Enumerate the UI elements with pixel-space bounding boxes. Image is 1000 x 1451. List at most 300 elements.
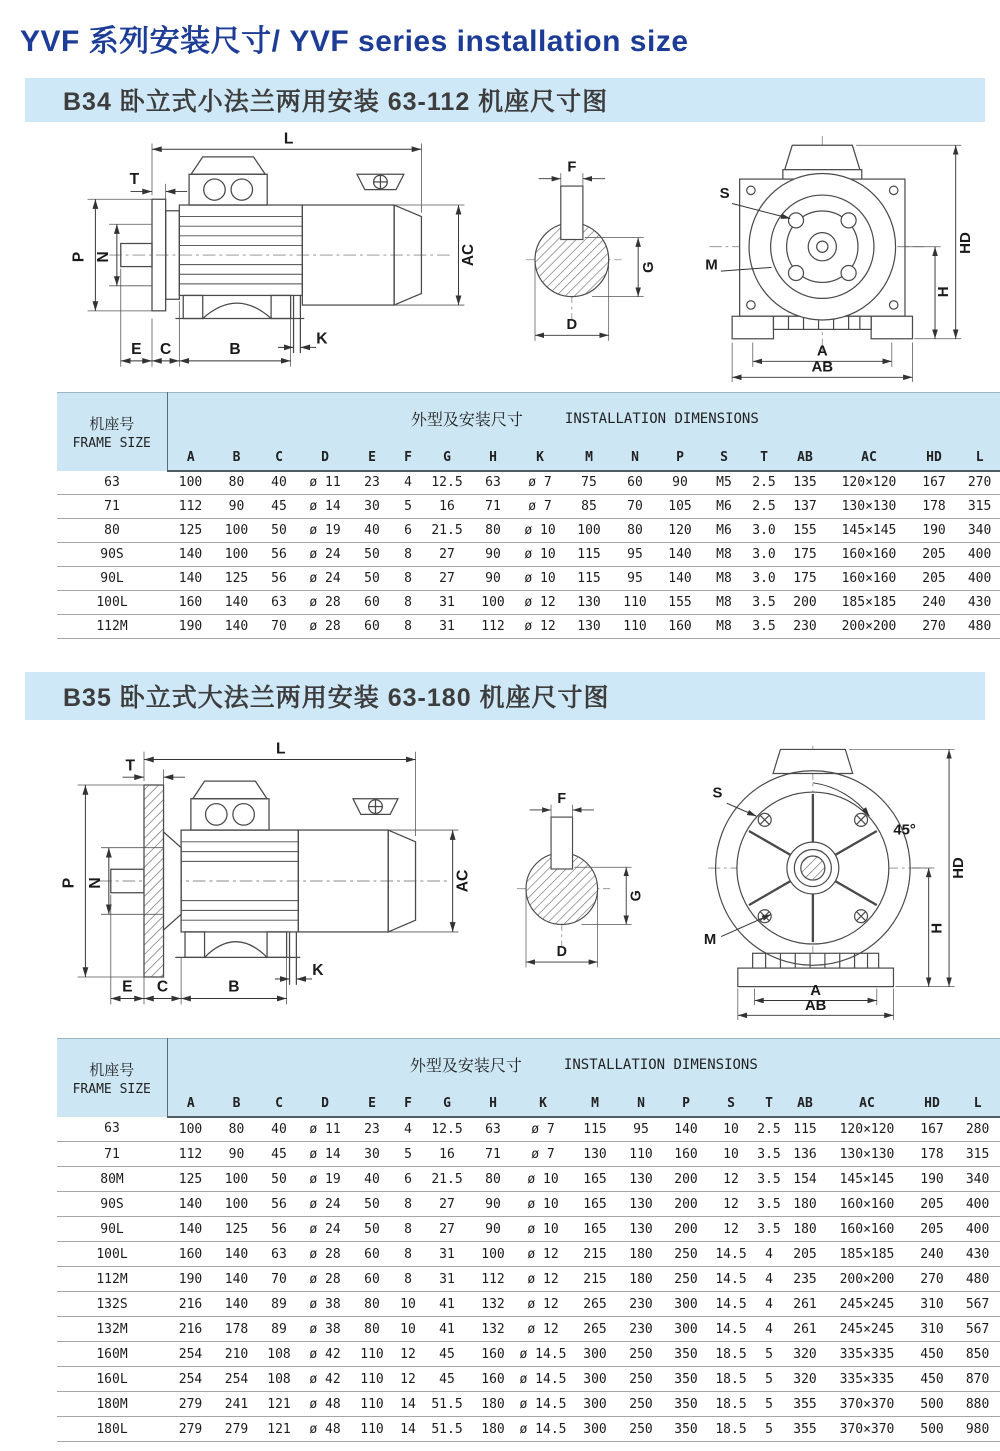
dimension-value: 60 xyxy=(351,591,393,615)
dimension-value: 5 xyxy=(753,1417,785,1442)
dimension-value: 41 xyxy=(423,1292,471,1317)
dimension-value: 63 xyxy=(471,1117,515,1142)
dimension-value: 12 xyxy=(709,1217,753,1242)
frame-size-value: 90S xyxy=(57,543,167,567)
dimension-value: 400 xyxy=(955,1217,1000,1242)
dimension-value: 14.5 xyxy=(709,1317,753,1342)
installation-dimensions-header xyxy=(167,393,1000,445)
dimension-value: 140 xyxy=(214,1267,259,1292)
b35-shaft-section-drawing xyxy=(492,780,662,992)
section-heading-text: B35 卧立式大法兰两用安装 63-180 机座尺寸图 xyxy=(63,684,610,712)
dimension-value: 130 xyxy=(619,1217,663,1242)
dimension-value: 480 xyxy=(957,615,1000,639)
dimension-value: 110 xyxy=(351,1392,393,1417)
dim-label-ac: AC xyxy=(460,243,478,267)
dimension-value: 165 xyxy=(571,1192,619,1217)
dimension-value: 355 xyxy=(785,1417,825,1442)
frame-size-value: 80 xyxy=(57,519,167,543)
dimension-value: 16 xyxy=(423,495,471,519)
dimension-value: 205 xyxy=(909,1217,955,1242)
dimension-value: 90 xyxy=(471,543,515,567)
dimension-value: 110 xyxy=(613,591,657,615)
frame-size-value: 63 xyxy=(57,1117,167,1142)
dim-label-s: S xyxy=(719,184,730,202)
dimension-value: 75 xyxy=(565,471,613,495)
column-header-a: A xyxy=(167,445,214,471)
table-row xyxy=(57,1242,1000,1267)
dimension-value: 120×120 xyxy=(825,1117,909,1142)
dimension-value: ø 12 xyxy=(515,615,565,639)
dimension-value: 160×160 xyxy=(827,543,911,567)
column-header-d: D xyxy=(299,1091,351,1117)
dimension-value: 130×130 xyxy=(825,1142,909,1167)
dimension-value: 370×370 xyxy=(825,1392,909,1417)
dimension-value: ø 14.5 xyxy=(515,1392,571,1417)
dimension-value: 215 xyxy=(571,1267,619,1292)
frame-size-value: 90L xyxy=(57,567,167,591)
dimension-value: 3.5 xyxy=(753,1192,785,1217)
dimensions xyxy=(61,741,472,1005)
dimension-value: 2.5 xyxy=(753,1117,785,1142)
dim-label-m: M xyxy=(703,932,717,948)
dimension-value: 63 xyxy=(259,591,299,615)
dimension-value: 60 xyxy=(351,1267,393,1292)
column-header-a: A xyxy=(167,1091,214,1117)
dimension-value: 5 xyxy=(753,1392,785,1417)
dimension-value: ø 28 xyxy=(299,1267,351,1292)
frame-size-label-en: FRAME SIZE xyxy=(72,435,151,451)
column-header-b: B xyxy=(214,1091,259,1117)
dimension-value: 167 xyxy=(911,471,957,495)
installation-dimensions-header xyxy=(167,1039,1000,1091)
dimension-value: 200 xyxy=(663,1167,709,1192)
dimension-value: 205 xyxy=(909,1192,955,1217)
table-row xyxy=(57,1367,1000,1392)
dimension-value: 90 xyxy=(214,1142,259,1167)
dimension-value: 200×200 xyxy=(827,615,911,639)
dimension-value: 27 xyxy=(423,543,471,567)
dimension-value: 500 xyxy=(909,1392,955,1417)
dimension-value: ø 24 xyxy=(299,543,351,567)
dimension-value: ø 12 xyxy=(515,591,565,615)
dimension-value: 89 xyxy=(259,1317,299,1342)
dimension-value: ø 12 xyxy=(515,1267,571,1292)
dim-label-h: H xyxy=(929,922,946,934)
dims-label-cn: 外型及安装尺寸 xyxy=(409,1058,522,1076)
dimension-value: 125 xyxy=(167,519,214,543)
dimension-value: 450 xyxy=(909,1367,955,1392)
dimension-value: 279 xyxy=(167,1392,214,1417)
dimension-value: 90 xyxy=(471,567,515,591)
dimension-value: ø 12 xyxy=(515,1292,571,1317)
dimension-value: ø 24 xyxy=(299,1217,351,1242)
dim-label-p: P xyxy=(60,877,78,889)
dimension-value: 320 xyxy=(785,1367,825,1392)
frame-size-value: 71 xyxy=(57,495,167,519)
table-row xyxy=(57,1117,1000,1142)
dimension-value: ø 38 xyxy=(299,1292,351,1317)
dimension-value: 56 xyxy=(259,543,299,567)
dimension-value: 108 xyxy=(259,1367,299,1392)
dimension-value: 350 xyxy=(663,1367,709,1392)
dimension-value: 205 xyxy=(785,1242,825,1267)
dimension-value: 80 xyxy=(351,1317,393,1342)
dimension-value: 400 xyxy=(957,543,1000,567)
table-header-row xyxy=(57,393,1000,445)
dimension-value: 190 xyxy=(167,615,214,639)
dimension-value: 8 xyxy=(393,1267,423,1292)
dimension-value: 10 xyxy=(393,1292,423,1317)
shaft-outline xyxy=(526,817,598,924)
dimension-value: ø 7 xyxy=(515,471,565,495)
table-row xyxy=(57,615,1000,639)
b35-dimensions-table xyxy=(57,1038,1000,1442)
column-letters-row xyxy=(57,1091,1000,1117)
table-row xyxy=(57,567,1000,591)
dimension-value: 155 xyxy=(783,519,827,543)
dimension-value: 130 xyxy=(565,615,613,639)
dimension-value: 8 xyxy=(393,615,423,639)
dimension-value: 254 xyxy=(214,1367,259,1392)
dim-label-a: A xyxy=(810,982,821,999)
dimension-value: 23 xyxy=(351,1117,393,1142)
column-header-p: P xyxy=(663,1091,709,1117)
dimension-value: 175 xyxy=(783,543,827,567)
dimension-value: 31 xyxy=(423,591,471,615)
dimension-value: 200 xyxy=(783,591,827,615)
dimension-value: ø 19 xyxy=(299,1167,351,1192)
dimension-value: 185×185 xyxy=(825,1242,909,1267)
dimension-value: 350 xyxy=(663,1392,709,1417)
column-header-c: C xyxy=(259,1091,299,1117)
dimension-value: 280 xyxy=(955,1117,1000,1142)
dimension-value: 8 xyxy=(393,1242,423,1267)
dimensions xyxy=(71,131,478,367)
dim-label-f: F xyxy=(557,790,567,807)
dimension-value: 100 xyxy=(214,1167,259,1192)
dimension-value: ø 14.5 xyxy=(515,1367,571,1392)
dimension-value: 80 xyxy=(471,1167,515,1192)
dimension-value: 18.5 xyxy=(709,1392,753,1417)
table-row xyxy=(57,495,1000,519)
dimension-value: 254 xyxy=(167,1342,214,1367)
dimension-value: 112 xyxy=(471,1267,515,1292)
dimension-value: 4 xyxy=(393,471,423,495)
dim-label-e: E xyxy=(131,341,142,359)
dimension-value: 167 xyxy=(909,1117,955,1142)
dimension-value: 12 xyxy=(709,1192,753,1217)
column-header-m: M xyxy=(565,445,613,471)
dimension-value: M6 xyxy=(703,519,745,543)
dimension-value: ø 24 xyxy=(299,1192,351,1217)
frame-size-label-cn: 机座号 xyxy=(89,1061,135,1079)
dims-label-en: INSTALLATION DIMENSIONS xyxy=(563,1056,758,1073)
dimension-value: 115 xyxy=(565,543,613,567)
column-header-m: M xyxy=(571,1091,619,1117)
dim-label-ac: AC xyxy=(454,869,472,893)
dimension-value: 125 xyxy=(167,1167,214,1192)
dimension-value: 175 xyxy=(783,567,827,591)
dimension-value: 31 xyxy=(423,615,471,639)
frame-size-value: 90L xyxy=(57,1217,167,1242)
dimension-value: 100 xyxy=(214,1192,259,1217)
dimension-value: 45 xyxy=(259,1142,299,1167)
dimension-value: 100 xyxy=(214,519,259,543)
dimension-value: ø 7 xyxy=(515,495,565,519)
dimension-value: 18.5 xyxy=(709,1417,753,1442)
dimension-value: 110 xyxy=(619,1142,663,1167)
shaft-outline xyxy=(535,186,609,297)
dimension-value: 100 xyxy=(214,543,259,567)
dimension-value: 310 xyxy=(909,1292,955,1317)
dimension-value: 3.5 xyxy=(745,591,783,615)
page-title: YVF 系列安装尺寸/ YVF series installation size xyxy=(20,25,689,58)
dimension-value: 205 xyxy=(911,543,957,567)
dimension-value: 216 xyxy=(167,1317,214,1342)
dimension-value: 23 xyxy=(351,471,393,495)
table-row xyxy=(57,1342,1000,1367)
dim-label-t: T xyxy=(129,170,140,188)
dimension-value: ø 14 xyxy=(299,495,351,519)
column-header-s: S xyxy=(703,445,745,471)
dimension-value: 121 xyxy=(259,1392,299,1417)
frame-size-value: 160L xyxy=(57,1367,167,1392)
dimension-value: 4 xyxy=(753,1317,785,1342)
table-row xyxy=(57,1317,1000,1342)
dimension-value: 89 xyxy=(259,1292,299,1317)
dimension-value: 160 xyxy=(663,1142,709,1167)
dimension-value: 60 xyxy=(613,471,657,495)
dimension-value: 245×245 xyxy=(825,1317,909,1342)
column-header-b: B xyxy=(214,445,259,471)
dimension-value: 216 xyxy=(167,1292,214,1317)
dimension-value: 3.5 xyxy=(753,1217,785,1242)
dimension-value: 180 xyxy=(785,1192,825,1217)
dimension-value: 112 xyxy=(167,495,214,519)
column-header-ab: AB xyxy=(785,1091,825,1117)
table-row xyxy=(57,1217,1000,1242)
dimension-value: 567 xyxy=(955,1317,1000,1342)
dim-label-c: C xyxy=(160,341,172,359)
dimension-value: 120 xyxy=(657,519,703,543)
dimension-value: 567 xyxy=(955,1292,1000,1317)
dimension-value: 180 xyxy=(619,1242,663,1267)
dimension-value: 320 xyxy=(785,1342,825,1367)
column-header-ac: AC xyxy=(825,1091,909,1117)
dimension-value: 230 xyxy=(619,1292,663,1317)
dimension-value: 41 xyxy=(423,1317,471,1342)
column-header-g: G xyxy=(423,445,471,471)
dimension-value: 45 xyxy=(259,495,299,519)
dimension-value: ø 48 xyxy=(299,1392,351,1417)
dimension-value: 180 xyxy=(785,1217,825,1242)
dimension-value: 12 xyxy=(393,1367,423,1392)
dimension-value: ø 10 xyxy=(515,567,565,591)
frame-size-value: 132S xyxy=(57,1292,167,1317)
column-header-k: K xyxy=(515,445,565,471)
dimension-value: 50 xyxy=(351,1217,393,1242)
dimension-value: 130 xyxy=(571,1142,619,1167)
table-row xyxy=(57,1392,1000,1417)
dimension-value: ø 42 xyxy=(299,1342,351,1367)
dimension-value: 261 xyxy=(785,1292,825,1317)
dim-label-b: B xyxy=(229,341,241,359)
dim-label-n: N xyxy=(87,877,105,889)
dimension-value: 140 xyxy=(167,1217,214,1242)
dim-label-k: K xyxy=(312,962,324,980)
column-header-f: F xyxy=(393,445,423,471)
dimension-value: 80 xyxy=(471,519,515,543)
frame-size-value: 71 xyxy=(57,1142,167,1167)
dimension-value: 132 xyxy=(471,1292,515,1317)
dimension-value: 140 xyxy=(167,1192,214,1217)
frame-size-value: 180L xyxy=(57,1417,167,1442)
dimension-value: 205 xyxy=(911,567,957,591)
dimension-value: 178 xyxy=(909,1142,955,1167)
dimension-value: 50 xyxy=(259,1167,299,1192)
dimension-value: 100 xyxy=(565,519,613,543)
dimension-value: 100 xyxy=(167,471,214,495)
dimension-value: 165 xyxy=(571,1167,619,1192)
column-header-l: L xyxy=(957,445,1000,471)
dimension-value: 40 xyxy=(351,519,393,543)
dimension-value: 250 xyxy=(619,1367,663,1392)
column-header-h: H xyxy=(471,1091,515,1117)
frame-size-value: 100L xyxy=(57,591,167,615)
dimension-value: 14 xyxy=(393,1392,423,1417)
dimension-value: 160×160 xyxy=(825,1192,909,1217)
dimension-value: 430 xyxy=(955,1242,1000,1267)
dimension-value: 261 xyxy=(785,1317,825,1342)
dims-label-en: INSTALLATION DIMENSIONS xyxy=(564,410,759,427)
dimension-value: ø 28 xyxy=(299,615,351,639)
dim-label-g: G xyxy=(628,890,645,902)
b35-drawing-area xyxy=(0,734,1000,1032)
dimension-value: 63 xyxy=(259,1242,299,1267)
dimension-value: 3.5 xyxy=(753,1142,785,1167)
dimension-value: M8 xyxy=(703,543,745,567)
column-header-n: N xyxy=(619,1091,663,1117)
dimension-value: 3.0 xyxy=(745,543,783,567)
dimension-value: 50 xyxy=(351,567,393,591)
dimension-value: 60 xyxy=(351,1242,393,1267)
dimension-value: 50 xyxy=(351,543,393,567)
table-row xyxy=(57,1192,1000,1217)
table-row xyxy=(57,1142,1000,1167)
dimension-value: 10 xyxy=(393,1317,423,1342)
dimension-value: 355 xyxy=(785,1392,825,1417)
dimension-value: 210 xyxy=(214,1342,259,1367)
dimension-value: 185×185 xyxy=(827,591,911,615)
table-row xyxy=(57,471,1000,495)
dimension-value: 70 xyxy=(613,495,657,519)
dim-label-hd: HD xyxy=(956,232,974,254)
column-header-l: L xyxy=(955,1091,1000,1117)
dimension-value: 110 xyxy=(613,615,657,639)
dimension-value: 31 xyxy=(423,1242,471,1267)
dim-label-n: N xyxy=(94,251,113,263)
b35-side-view-drawing xyxy=(60,738,480,1024)
dimension-value: 108 xyxy=(259,1342,299,1367)
dimension-value: 63 xyxy=(471,471,515,495)
dim-label-ab: AB xyxy=(804,997,827,1014)
dimension-value: 155 xyxy=(657,591,703,615)
dimension-value: 132 xyxy=(471,1317,515,1342)
dimension-value: 870 xyxy=(955,1367,1000,1392)
dimension-value: 140 xyxy=(214,1242,259,1267)
dimension-value: 160 xyxy=(471,1367,515,1392)
dimension-value: 3.0 xyxy=(745,519,783,543)
dimension-value: ø 10 xyxy=(515,1167,571,1192)
section-header-b35 xyxy=(25,672,985,720)
dim-label-l: L xyxy=(283,130,294,148)
dimension-value: 178 xyxy=(911,495,957,519)
dimension-value: 310 xyxy=(909,1317,955,1342)
section-header-b34 xyxy=(25,78,985,122)
column-letters-row xyxy=(57,445,1000,471)
column-header-hd: HD xyxy=(911,445,957,471)
b34-dimensions-table xyxy=(57,392,1000,639)
dimension-value: ø 10 xyxy=(515,543,565,567)
dimension-value: 90 xyxy=(657,471,703,495)
dimension-value: 140 xyxy=(657,543,703,567)
dimension-value: 80 xyxy=(214,1117,259,1142)
dimension-value: 105 xyxy=(657,495,703,519)
dimension-value: 350 xyxy=(663,1342,709,1367)
dimension-value: 140 xyxy=(214,591,259,615)
dimension-value: 120×120 xyxy=(827,471,911,495)
dimension-value: 279 xyxy=(214,1417,259,1442)
dimension-value: 160 xyxy=(167,1242,214,1267)
dimension-value: 6 xyxy=(393,1167,423,1192)
table-row xyxy=(57,1292,1000,1317)
dimension-value: 100 xyxy=(471,1242,515,1267)
dim-label-d: D xyxy=(556,943,567,960)
column-header-p: P xyxy=(657,445,703,471)
motor-outline xyxy=(111,781,416,985)
dimension-value: 112 xyxy=(471,615,515,639)
frame-size-value: 100L xyxy=(57,1242,167,1267)
dimension-value: 300 xyxy=(663,1317,709,1342)
dimension-value: ø 14 xyxy=(299,1142,351,1167)
dimension-value: 178 xyxy=(214,1317,259,1342)
frame-size-value: 90S xyxy=(57,1192,167,1217)
dimension-value: ø 19 xyxy=(299,519,351,543)
dimension-value: 300 xyxy=(571,1342,619,1367)
dimension-value: 400 xyxy=(955,1192,1000,1217)
dimension-value: 27 xyxy=(423,1217,471,1242)
dimension-value: 165 xyxy=(571,1217,619,1242)
dim-label-g: G xyxy=(640,261,657,273)
b34-side-view-drawing xyxy=(70,130,480,382)
dim-label-d: D xyxy=(566,316,578,333)
dimension-value: M6 xyxy=(703,495,745,519)
b34-front-view-drawing xyxy=(672,130,982,386)
dimension-value: 215 xyxy=(571,1242,619,1267)
column-header-d: D xyxy=(299,445,351,471)
dim-label-t: T xyxy=(125,757,136,775)
dimension-value: 140 xyxy=(167,543,214,567)
column-header-ab: AB xyxy=(783,445,827,471)
dimension-value: 110 xyxy=(351,1342,393,1367)
dimension-value: 250 xyxy=(619,1392,663,1417)
table-header-row xyxy=(57,1039,1000,1091)
dimension-value: M8 xyxy=(703,615,745,639)
dimension-value: 5 xyxy=(753,1367,785,1392)
dim-label-p: P xyxy=(70,251,88,263)
dimension-value: 56 xyxy=(259,567,299,591)
dimension-value: 8 xyxy=(393,567,423,591)
